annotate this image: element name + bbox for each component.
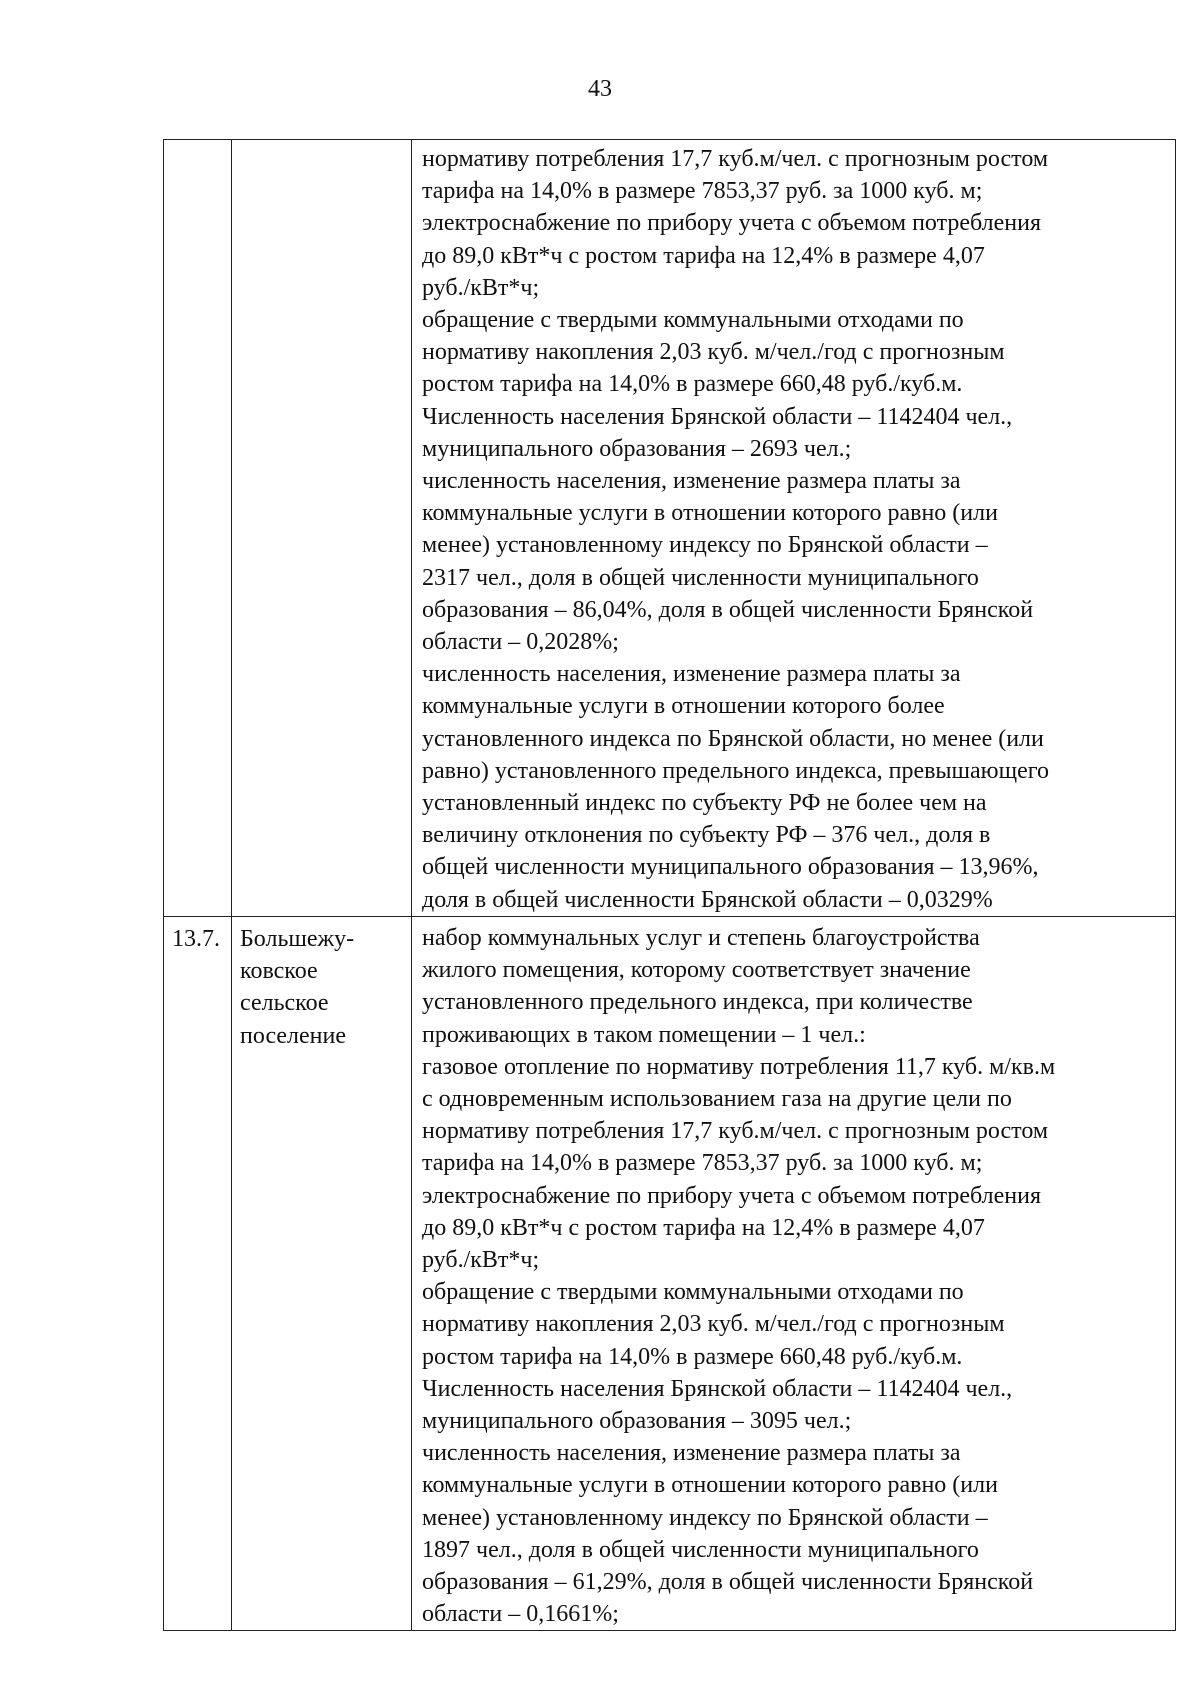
description-line: жилого помещения, которому соответствует значение — [422, 957, 971, 984]
description-line: величину отклонения по субъекту РФ – 376 чел., доля в — [422, 822, 991, 849]
description-cell — [412, 917, 1176, 1631]
description-line: Численность населения Брянской области – 1142404 чел., — [422, 1375, 1013, 1402]
description-line: образования – 61,29%, доля в общей численности Брянской — [422, 1569, 1034, 1596]
description-line: нормативу потребления 17,7 куб.м/чел. с прогнозным ростом — [422, 1118, 1049, 1145]
description-line: коммунальные услуги в отношении которого более — [422, 693, 945, 720]
description-line: 2317 чел., доля в общей численности муниципального — [422, 564, 979, 591]
description-line: электроснабжение по прибору учета с объемом потребления — [422, 1182, 1041, 1209]
description-line: обращение с твердыми коммунальными отходами по — [422, 307, 964, 334]
municipality-name-line: Большежу- — [240, 926, 355, 952]
description-text — [412, 140, 1175, 916]
description-line: до 89,0 кВт*ч с ростом тарифа на 12,4% в размере 4,07 — [422, 1214, 985, 1241]
description-line: руб./кВт*ч; — [422, 1247, 540, 1274]
description-line: области – 0,1661%; — [422, 1601, 619, 1628]
description-line: численность населения, изменение размера платы за — [422, 661, 961, 688]
description-line: менее) установленному индексу по Брянской области – — [422, 1504, 988, 1531]
municipality-name-line: ковское — [240, 958, 318, 985]
description-line: набор коммунальных услуг и степень благоустройства — [422, 925, 980, 951]
description-line: тарифа на 14,0% в размере 7853,37 руб. за 1000 куб. м; — [422, 1150, 983, 1177]
description-line: установленного предельного индекса, при количестве — [422, 989, 973, 1016]
description-line: муниципального образования – 2693 чел.; — [422, 435, 852, 462]
table-row — [164, 140, 1176, 917]
description-line: с одновременным использованием газа на другие цели по — [422, 1086, 1012, 1113]
table-row — [164, 917, 1176, 1631]
description-line: электроснабжение по прибору учета с объемом потребления — [422, 210, 1041, 237]
description-line: области – 0,2028%; — [422, 629, 619, 656]
description-line: общей численности муниципального образования – 13,96%, — [422, 854, 1039, 881]
description-line: установленного индекса по Брянской области, но менее (или — [422, 725, 1044, 752]
description-line: нормативу накопления 2,03 куб. м/чел./год с прогнозным — [422, 1311, 1005, 1338]
description-line: газовое отопление по нормативу потребления 11,7 куб. м/кв.м — [422, 1053, 1056, 1080]
description-line: 1897 чел., доля в общей численности муниципального — [422, 1536, 979, 1563]
description-line: коммунальные услуги в отношении которого равно (или — [422, 500, 998, 527]
municipality-name-line: поселение — [240, 1022, 347, 1049]
description-line: менее) установленному индексу по Брянской области – — [422, 532, 988, 559]
description-line: ростом тарифа на 14,0% в размере 660,48 руб./куб.м. — [422, 1343, 963, 1370]
description-line: коммунальные услуги в отношении которого равно (или — [422, 1472, 998, 1499]
row-number: 13.7. — [172, 926, 220, 952]
description-line: образования – 86,04%, доля в общей численности Брянской — [422, 596, 1034, 623]
municipality-name — [232, 917, 411, 1052]
row-number — [164, 140, 231, 146]
page-number: 43 — [588, 76, 612, 102]
description-line: установленный индекс по субъекту РФ не более чем на — [422, 790, 987, 817]
description-line: проживающих в таком помещении – 1 чел.: — [422, 1021, 866, 1048]
row-number-cell — [164, 917, 232, 1631]
description-text — [412, 917, 1175, 1630]
description-line: равно) установленного предельного индекса, превышающего — [422, 757, 1049, 784]
description-line: до 89,0 кВт*ч с ростом тарифа на 12,4% в размере 4,07 — [422, 242, 985, 269]
description-line: нормативу потребления 17,7 куб.м/чел. с прогнозным ростом — [422, 146, 1049, 172]
municipality-name-line: сельское — [240, 990, 329, 1017]
description-line: численность населения, изменение размера платы за — [422, 1440, 961, 1467]
description-line: Численность населения Брянской области – 1142404 чел., — [422, 403, 1013, 430]
description-line: обращение с твердыми коммунальными отходами по — [422, 1279, 964, 1306]
description-line: тарифа на 14,0% в размере 7853,37 руб. за 1000 куб. м; — [422, 178, 983, 205]
description-line: ростом тарифа на 14,0% в размере 660,48 руб./куб.м. — [422, 371, 963, 398]
tariff-table — [163, 139, 1176, 1631]
description-line: нормативу накопления 2,03 куб. м/чел./год с прогнозным — [422, 339, 1005, 366]
municipality-name-cell — [232, 917, 412, 1631]
description-line: муниципального образования – 3095 чел.; — [422, 1408, 852, 1435]
row-number-cell — [164, 140, 232, 917]
description-line: численность населения, изменение размера платы за — [422, 468, 961, 495]
description-cell — [412, 140, 1176, 917]
description-line: доля в общей численности Брянской области – 0,0329% — [422, 886, 993, 913]
description-line: руб./кВт*ч; — [422, 274, 540, 301]
municipality-name-cell — [232, 140, 412, 917]
